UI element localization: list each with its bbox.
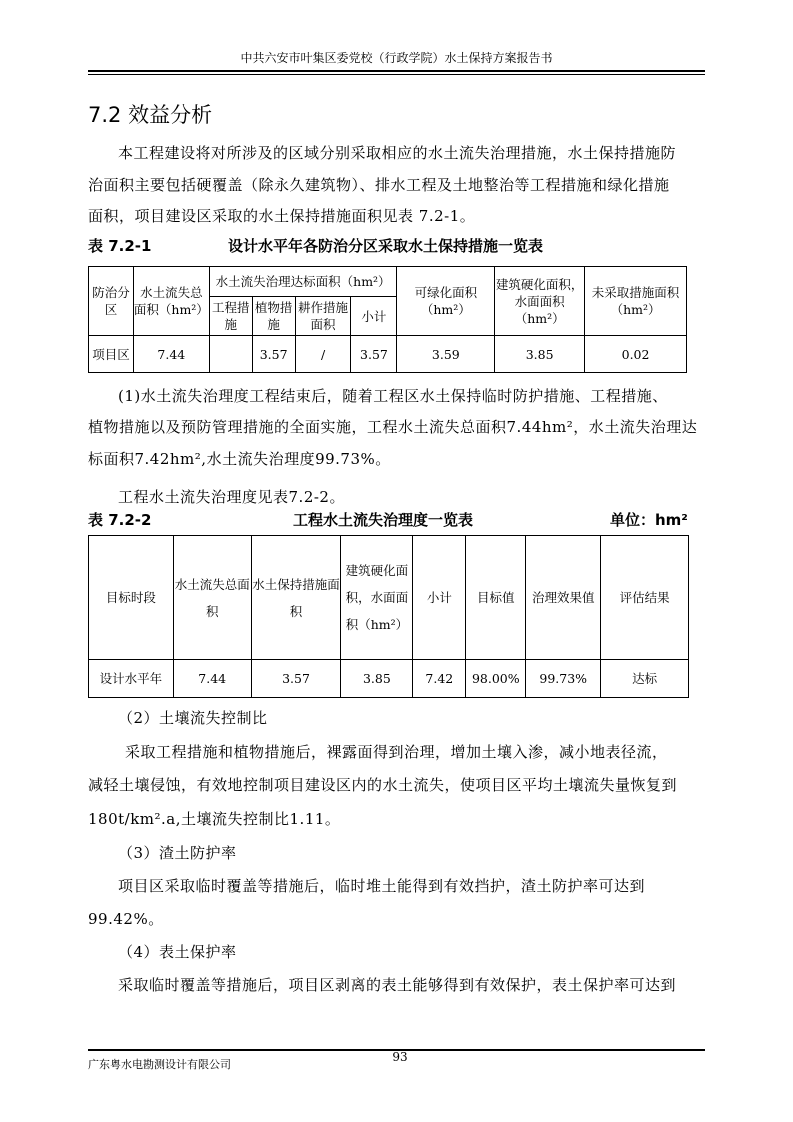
paragraph-line: 99.42%。	[88, 910, 164, 928]
paragraph-line: 标面积7.42hm²,水土流失治理度99.73%。	[88, 450, 391, 468]
table-cell: 设计水平年	[89, 660, 174, 698]
table-cell: 0.02	[585, 336, 687, 373]
header-greenable-area: 可绿化面积（hm²）	[397, 267, 495, 336]
header-target: 目标值	[466, 536, 526, 660]
subsection-title: （3）渣土防护率	[118, 844, 237, 862]
header-farming: 耕作措施面积	[295, 297, 351, 336]
header-rule-thin	[88, 74, 705, 75]
table-cell: 3.57	[251, 660, 341, 698]
header-subtotal: 小计	[351, 297, 397, 336]
table-cell: 项目区	[89, 336, 134, 373]
header-effect: 治理效果值	[526, 536, 601, 660]
header-hardened-area: 建筑硬化面积，水面面积（hm²）	[341, 536, 413, 660]
header-zone: 防治分区	[89, 267, 134, 336]
header-total-area: 水土流失总面积	[173, 536, 251, 660]
table-cell: 3.85	[495, 336, 585, 373]
paragraph-line: (1)水土流失治理度工程结束后，随着工程区水土保持临时防护措施、工程措施、	[118, 387, 668, 405]
table-cell: /	[295, 336, 351, 373]
paragraph-line: 180t/km².a,土壤流失控制比1.11。	[88, 810, 341, 828]
paragraph-line: 治面积主要包括硬覆盖（除永久建筑物）、排水工程及土地整治等工程措施和绿化措施	[88, 176, 670, 194]
page-header: 中共六安市叶集区委党校（行政学院）水土保持方案报告书	[240, 51, 553, 65]
table-cell: 3.59	[397, 336, 495, 373]
header-plant: 植物措施	[252, 297, 295, 336]
table-cell: 7.42	[413, 660, 466, 698]
table-cell: 达标	[601, 660, 689, 698]
paragraph-line: 项目区采取临时覆盖等措施后，临时堆土能得到有效挡护，渣土防护率可达到	[118, 877, 646, 895]
header-controlled-area: 水土流失治理达标面积（hm²）	[209, 267, 397, 297]
paragraph-line: 面积，项目建设区采取的水土保持措施面积见表 7.2-1。	[88, 207, 476, 225]
paragraph-line: 工程水土流失治理度见表7.2-2。	[118, 488, 345, 506]
page-number: 93	[392, 1050, 408, 1064]
table-cell: 3.57	[252, 336, 295, 373]
table-cell: 99.73%	[526, 660, 601, 698]
header-subtotal: 小计	[413, 536, 466, 660]
section-heading: 7.2 效益分析	[88, 103, 213, 127]
table-caption-unit: 单位：hm²	[610, 511, 688, 529]
header-period: 目标时段	[89, 536, 174, 660]
table-cell: 98.00%	[466, 660, 526, 698]
table-cell: 3.57	[351, 336, 397, 373]
table-caption-number: 表 7.2-2	[88, 511, 152, 529]
paragraph-line: 本工程建设将对所涉及的区域分别采取相应的水土流失治理措施，水土保持措施防	[118, 144, 677, 162]
measures-table	[88, 266, 687, 373]
header-rule	[88, 70, 705, 72]
table-cell: 7.44	[133, 336, 209, 373]
subsection-title: （4）表土保护率	[118, 943, 237, 961]
table-caption-title: 工程水土流失治理度一览表	[293, 511, 474, 529]
header-engineering: 工程措施	[209, 297, 252, 336]
table-cell: 7.44	[173, 660, 251, 698]
header-untreated-area: 未采取措施面积（hm²）	[585, 267, 687, 336]
header-result: 评估结果	[601, 536, 689, 660]
table-caption-title: 设计水平年各防治分区采取水土保持措施一览表	[228, 237, 544, 255]
paragraph-line: 采取工程措施和植物措施后，裸露面得到治理，增加土壤入渗，减小地表径流，	[125, 743, 668, 761]
paragraph-line: 植物措施以及预防管理措施的全面实施，工程水土流失总面积7.44hm²，水土流失治理达	[88, 418, 698, 436]
header-hardened-area: 建筑硬化面积，水面面积（hm²）	[495, 267, 585, 336]
subsection-title: （2）土壤流失控制比	[118, 709, 268, 727]
footer-company: 广东粤水电勘测设计有限公司	[88, 1058, 231, 1071]
header-measure-area: 水土保持措施面积	[251, 536, 341, 660]
paragraph-line: 减轻土壤侵蚀，有效地控制项目建设区内的水土流失，使项目区平均土壤流失量恢复到	[88, 776, 678, 794]
paragraph-line: 采取临时覆盖等措施后，项目区剥离的表土能够得到有效保护，表土保护率可达到	[118, 976, 677, 994]
header-total-area: 水土流失总面积（hm²）	[133, 267, 209, 336]
control-rate-table	[88, 535, 689, 698]
table-cell	[209, 336, 252, 373]
table-cell: 3.85	[341, 660, 413, 698]
table-caption-number: 表 7.2-1	[88, 237, 152, 255]
